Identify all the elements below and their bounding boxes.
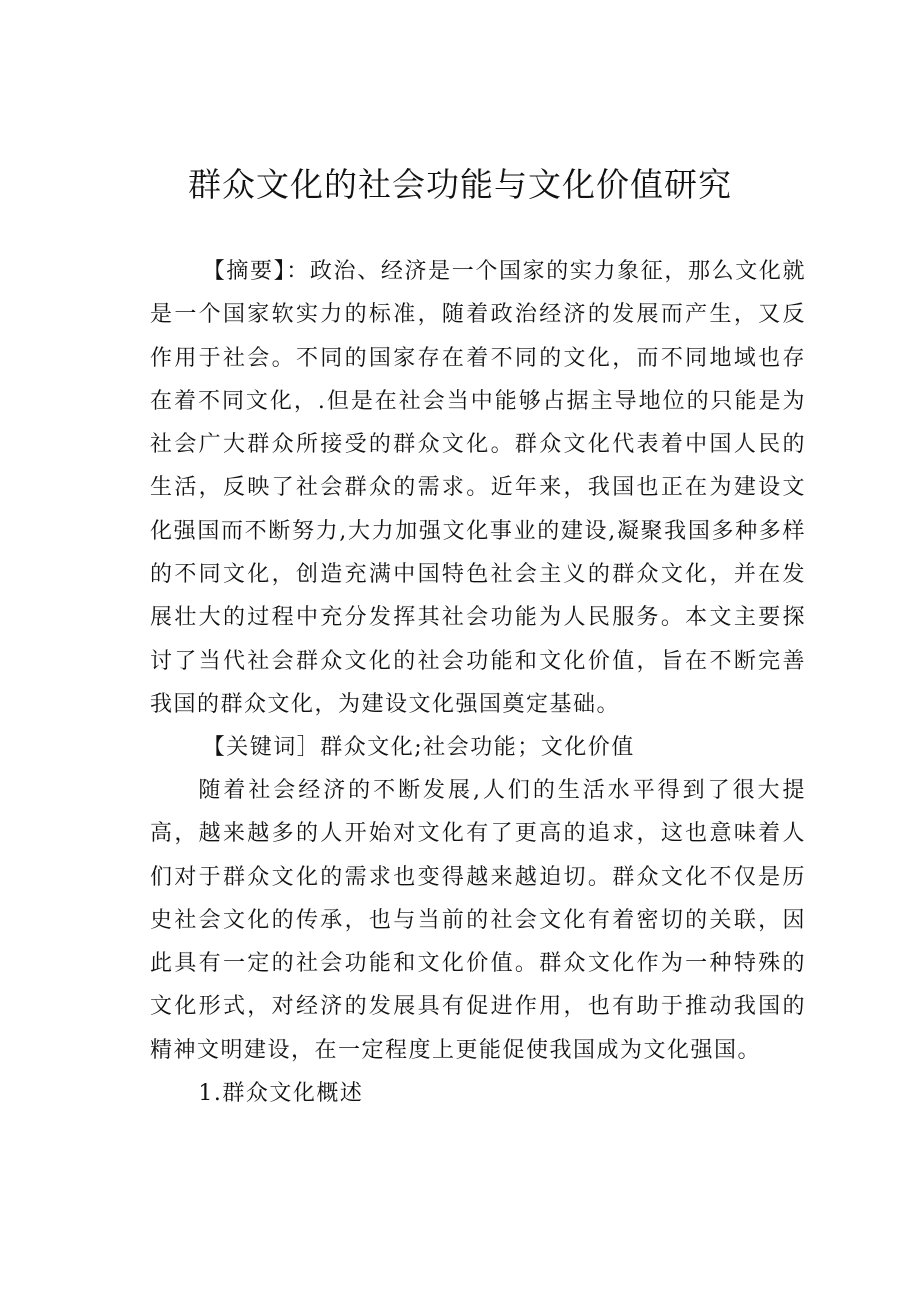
abstract-paragraph: 【摘要】：政治、经济是一个国家的实力象征，那么文化就是一个国家软实力的标准，随着政治经济的发展而产生，又反作用于社会。不同的国家存在着不同的文化，而不同地域也存在着不同文化，.但是在社会当中能够占据主导地位的只能是为社会广大群众所接受的群众文化。群众文化代表着中国人民的生活，反映了社会群众的需求。近年来，我国也正在为建设文化强国而不断努力,大力加强文化事业的建设,凝聚我国多种多样的不同文化，创造充满中国特色社会主义的群众文化，并在发展壮大的过程中充分发挥其社会功能为人民服务。本文主要探讨了当代社会群众文化的社会功能和文化价值，旨在不断完善我国的群众文化，为建设文化强国奠定基础。 xyxy=(150,259,806,717)
section-heading: 1.群众文化概述 xyxy=(198,1081,364,1106)
keywords-line: 【关键词］群众文化;社会功能；文化价值 xyxy=(202,735,635,760)
intro-paragraph: 随着社会经济的不断发展,人们的生活水平得到了很大提高，越来越多的人开始对文化有了更高的追求，这也意味着人们对于群众文化的需求也变得越来越迫切。群众文化不仅是历史社会文化的传承，也与当前的社会文化有着密切的关联，因此具有一定的社会功能和文化价值。群众文化作为一种特殊的文化形式，对经济的发展具有促进作用，也有助于推动我国的精神文明建设，在一定程度上更能促使我国成为文化强国。 xyxy=(150,778,806,1063)
document-title: 群众文化的社会功能与文化价值研究 xyxy=(188,165,732,204)
